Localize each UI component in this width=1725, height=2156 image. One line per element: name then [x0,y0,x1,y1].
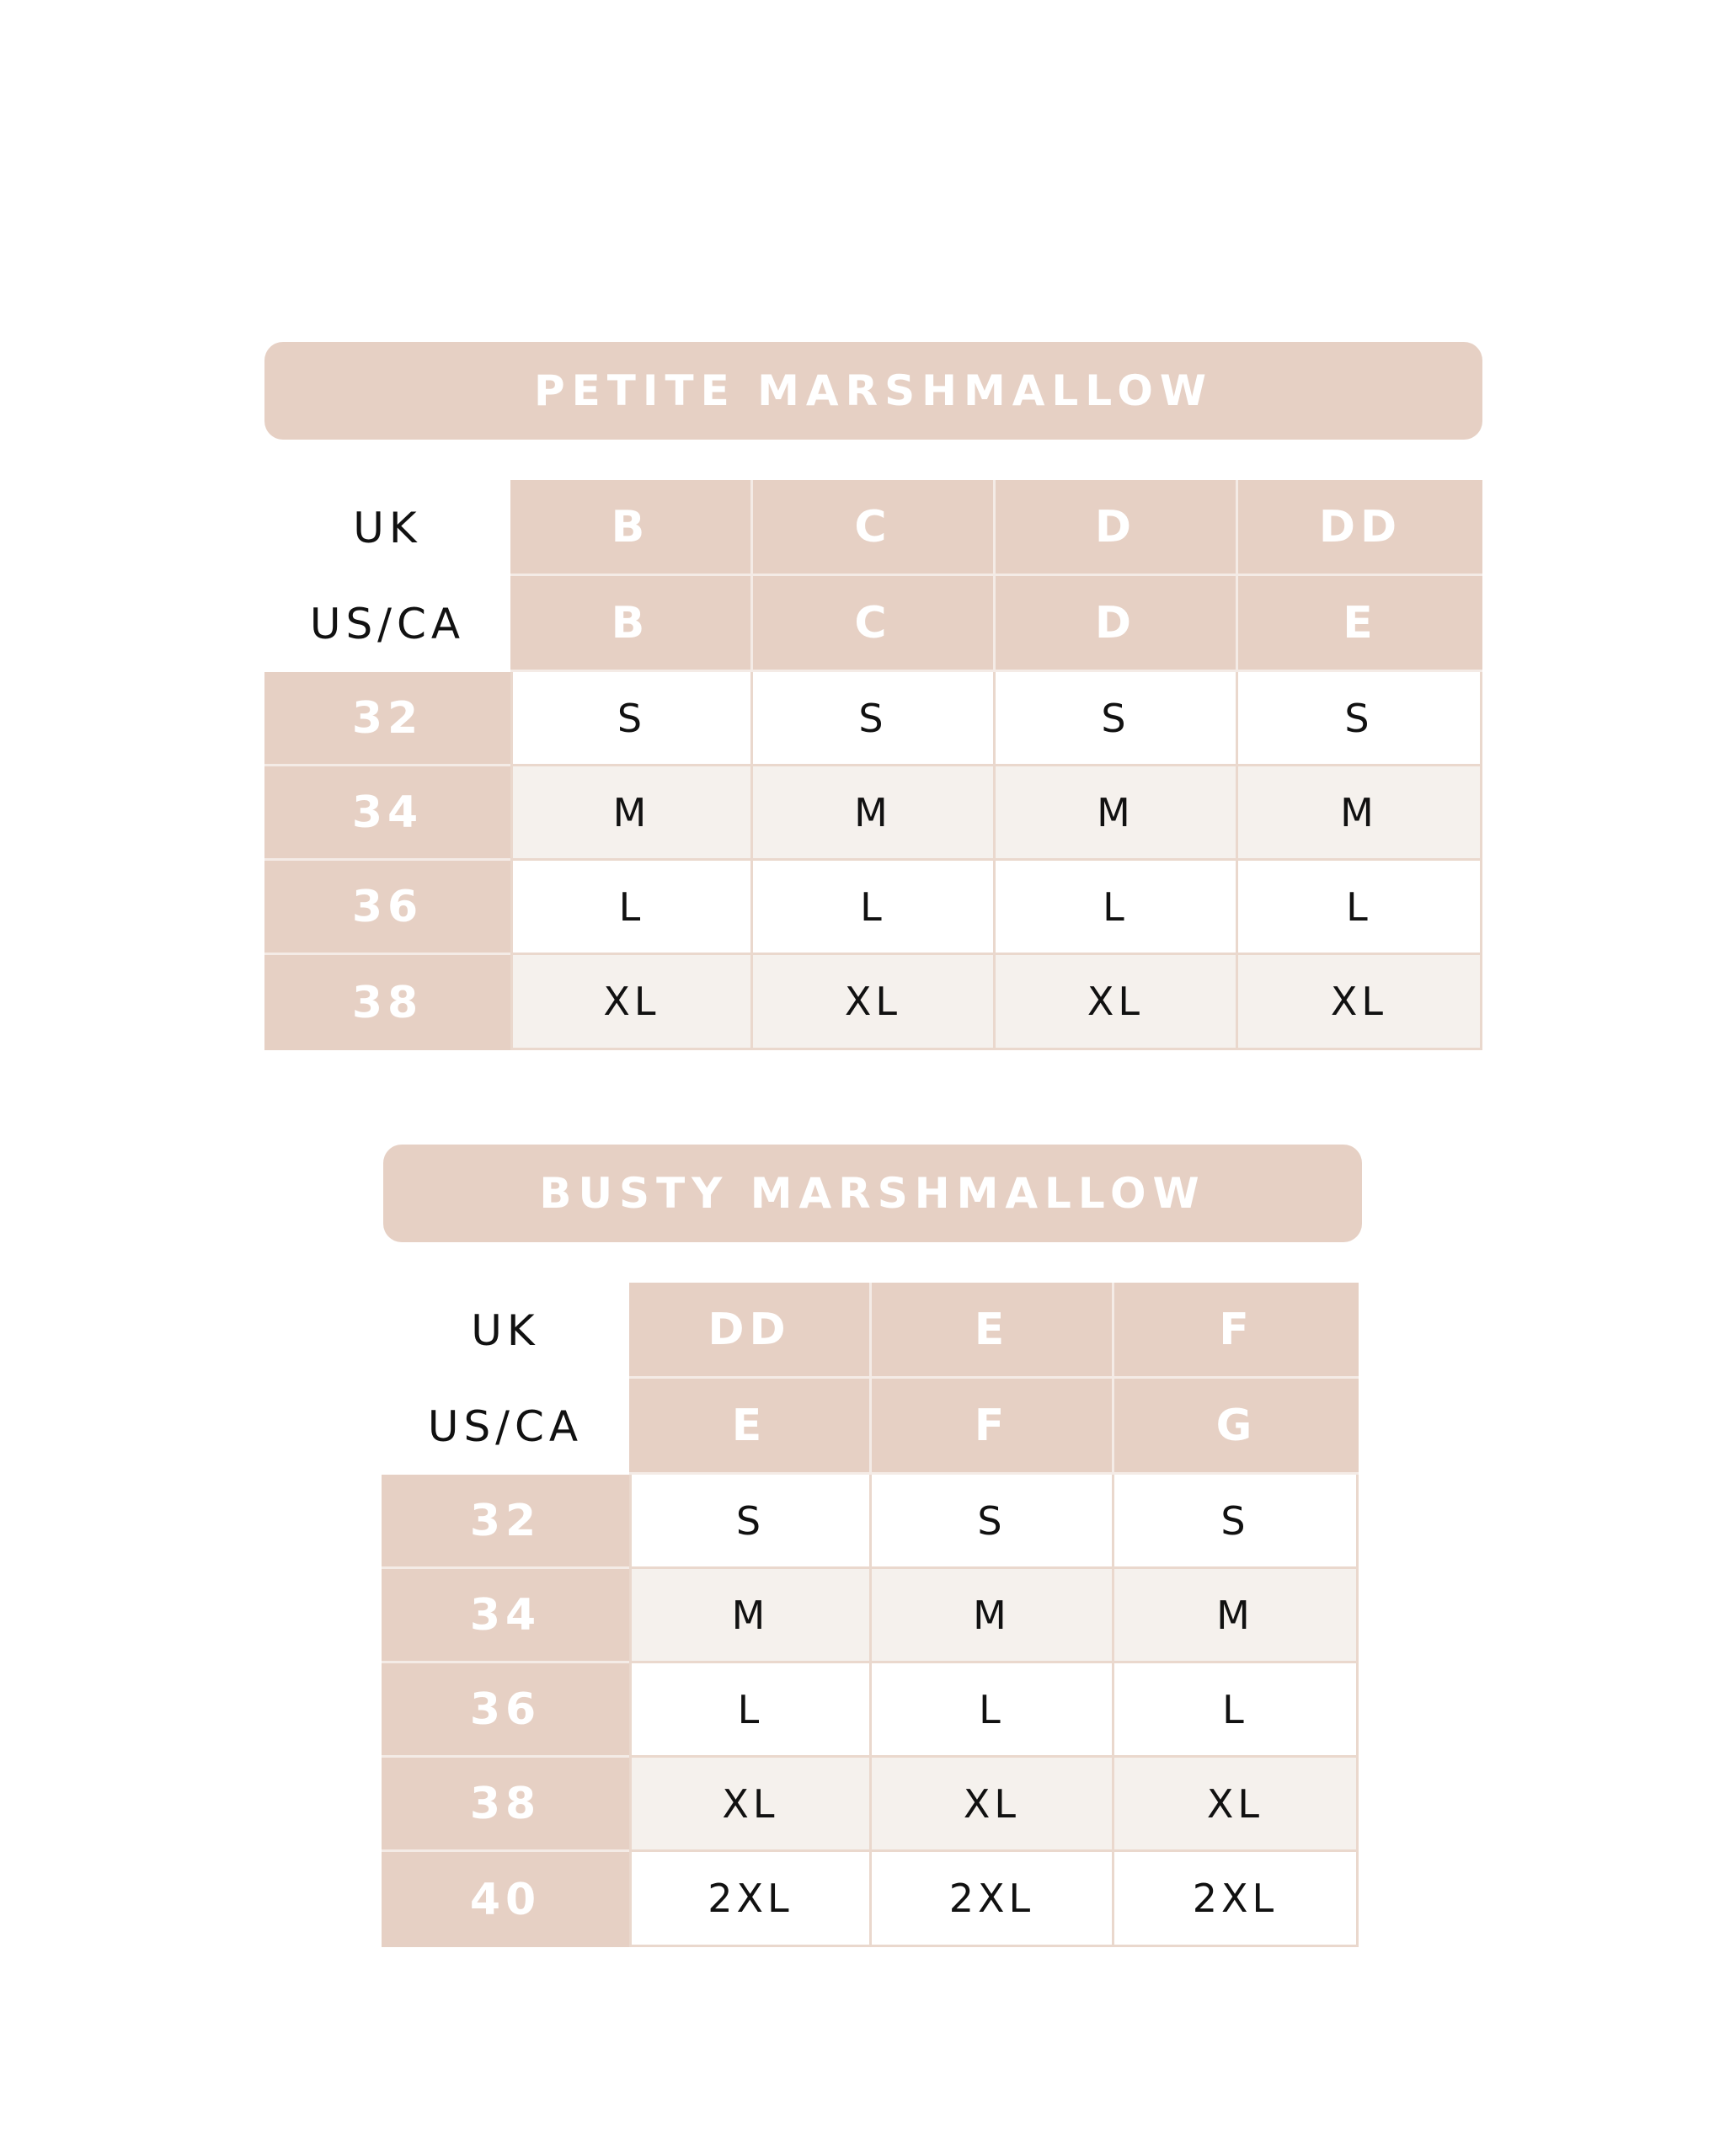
size-cell: 2XL [872,1852,1114,1947]
size-cell: XL [510,955,753,1050]
band-size: 32 [264,672,510,766]
size-cell: S [1238,672,1482,766]
us-cup-header: B [510,576,753,672]
uk-cup-header: E [872,1283,1114,1379]
band-size: 40 [382,1852,629,1947]
size-cell: S [996,672,1238,766]
busty-size-table [382,1283,1359,1947]
size-cell: L [1114,1663,1359,1758]
band-size: 36 [382,1663,629,1758]
band-size: 34 [264,766,510,861]
size-cell: 2XL [629,1852,872,1947]
uk-cup-header: DD [1238,480,1482,576]
size-cell: M [1238,766,1482,861]
size-cell: S [510,672,753,766]
size-cell: M [753,766,996,861]
us-cup-header: D [996,576,1238,672]
us-cup-header: E [1238,576,1482,672]
uk-cup-header: DD [629,1283,872,1379]
band-size: 36 [264,861,510,955]
size-cell: L [1238,861,1482,955]
petite-size-table [264,480,1482,1050]
size-cell: M [1114,1569,1359,1663]
size-cell: S [753,672,996,766]
size-cell: XL [753,955,996,1050]
size-cell: L [872,1663,1114,1758]
uk-label: UK [264,480,510,576]
size-cell: L [510,861,753,955]
size-cell: L [629,1663,872,1758]
size-cell: XL [1238,955,1482,1050]
size-cell: XL [872,1758,1114,1852]
size-cell: XL [996,955,1238,1050]
us-cup-header: E [629,1379,872,1475]
size-cell: XL [1114,1758,1359,1852]
us-ca-label: US/CA [264,576,510,672]
uk-cup-header: B [510,480,753,576]
size-cell: 2XL [1114,1852,1359,1947]
us-ca-label: US/CA [382,1379,629,1475]
size-cell: S [872,1475,1114,1569]
busty-title: BUSTY MARSHMALLOW [383,1145,1362,1242]
size-cell: L [753,861,996,955]
uk-cup-header: C [753,480,996,576]
band-size: 38 [382,1758,629,1852]
us-cup-header: F [872,1379,1114,1475]
petite-title: PETITE MARSHMALLOW [264,342,1482,440]
size-cell: L [996,861,1238,955]
band-size: 32 [382,1475,629,1569]
size-cell: S [1114,1475,1359,1569]
uk-label: UK [382,1283,629,1379]
uk-cup-header: D [996,480,1238,576]
us-cup-header: G [1114,1379,1359,1475]
us-cup-header: C [753,576,996,672]
uk-cup-header: F [1114,1283,1359,1379]
size-cell: M [629,1569,872,1663]
size-cell: M [510,766,753,861]
size-cell: M [872,1569,1114,1663]
size-cell: M [996,766,1238,861]
band-size: 34 [382,1569,629,1663]
size-cell: XL [629,1758,872,1852]
band-size: 38 [264,955,510,1050]
size-cell: S [629,1475,872,1569]
